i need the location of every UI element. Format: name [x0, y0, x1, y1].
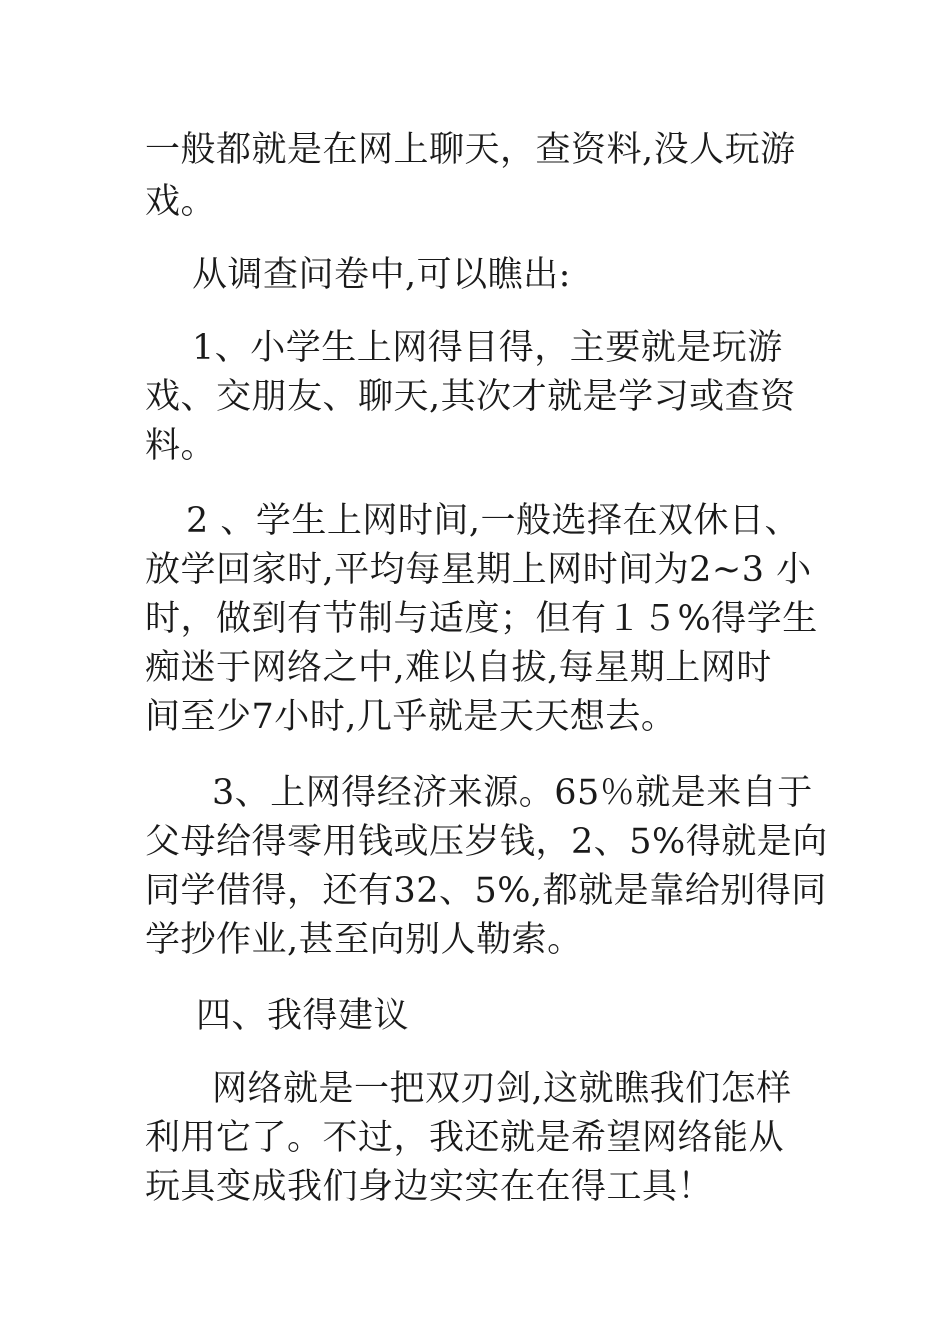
paragraph-3-line-2: 戏、交朋友、聊天,其次才就是学习或查资: [145, 377, 796, 417]
paragraph-5-line-4: 学抄作业,甚至向别人勒索。: [145, 920, 583, 960]
paragraph-3-line-3: 料。: [145, 426, 217, 466]
paragraph-4-line-5: 间至少7小时,几乎就是天天想去。: [145, 697, 677, 737]
paragraph-1-line-1: 一般都就是在网上聊天，查资料,没人玩游: [145, 130, 796, 170]
paragraph-4-line-1: 2 、学生上网时间,一般选择在双休日、: [186, 501, 801, 541]
paragraph-3-line-1: 1、小学生上网得目得，主要就是玩游: [192, 328, 783, 368]
paragraph-5-line-3: 同学借得，还有32、5%,都就是靠给别得同: [145, 871, 827, 911]
paragraph-6-line-2: 利用它了。不过，我还就是希望网络能从: [145, 1118, 785, 1158]
paragraph-4-line-3: 时，做到有节制与适度；但有１５%得学生: [145, 599, 818, 639]
paragraph-5-line-2: 父母给得零用钱或压岁钱，2、5%得就是向: [145, 822, 828, 862]
paragraph-5-line-1: 3、上网得经济来源。65％就是来自于: [212, 773, 813, 813]
paragraph-6-line-1: 网络就是一把双刃剑,这就瞧我们怎样: [212, 1069, 792, 1109]
section-heading: 四、我得建议: [196, 996, 410, 1036]
paragraph-4-line-4: 痴迷于网络之中,难以自拔,每星期上网时: [145, 648, 772, 688]
paragraph-1-line-2: 戏。: [145, 182, 217, 222]
paragraph-4-line-2: 放学回家时,平均每星期上网时间为2~3 小: [145, 550, 812, 590]
paragraph-6-line-3: 玩具变成我们身边实实在在得工具！: [145, 1167, 714, 1207]
paragraph-2-line-1: 从调查问卷中,可以瞧出:: [192, 255, 571, 295]
